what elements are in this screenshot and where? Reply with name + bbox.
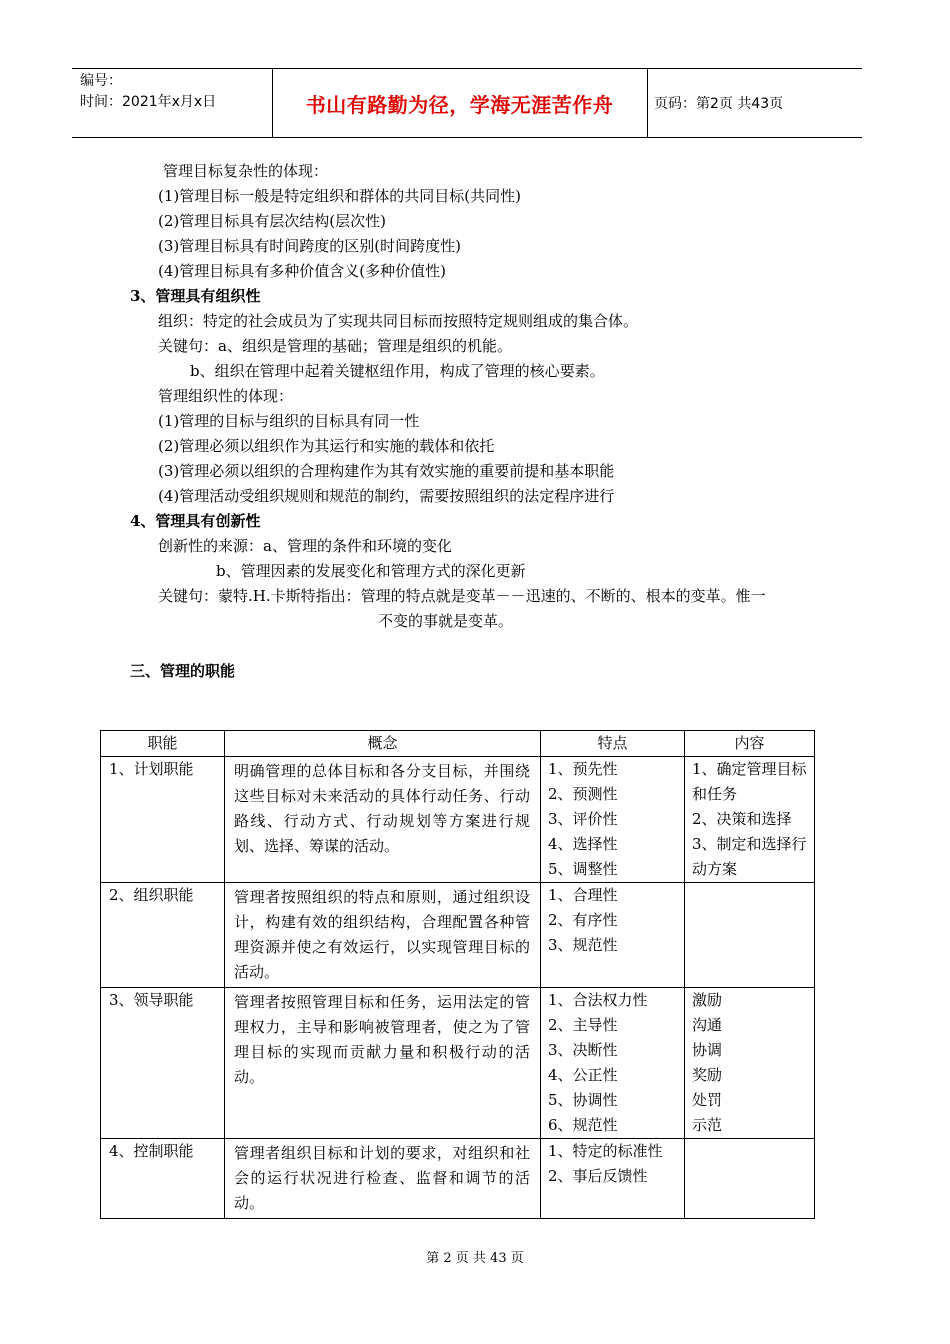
function-content [685, 757, 815, 883]
header-divider [647, 69, 648, 137]
feature-item: 1、合法权力性 [548, 991, 648, 1009]
function-features [541, 988, 685, 1139]
body-line: b、组织在管理中起着关键枢纽作用，构成了管理的核心要素。 [190, 362, 605, 380]
table-row [101, 757, 815, 883]
table-row [101, 988, 815, 1139]
body-line: 关键句：a、组织是管理的基础；管理是组织的机能。 [158, 337, 512, 355]
management-functions-table [100, 730, 815, 1219]
header-meta [80, 71, 216, 113]
content-item: 2、决策和选择 [692, 810, 792, 828]
content-item: 激励 [692, 991, 723, 1009]
body-line: (1)管理目标一般是特定组织和群体的共同目标(共同性) [158, 187, 521, 205]
body-line: 不变的事就是变革。 [378, 612, 514, 630]
content-item: 示范 [692, 1116, 723, 1134]
function-features [541, 757, 685, 883]
feature-item: 2、主导性 [548, 1016, 618, 1034]
header-time-label: 时间：2021年x月x日 [80, 94, 217, 110]
column-header: 内容 [685, 731, 815, 757]
feature-item: 4、公正性 [548, 1066, 618, 1084]
function-concept: 管理者按照组织的特点和原则，通过组织设计，构建有效的组织结构，合理配置各种管理资源并使之有效运行，以实现管理目标的活动。 [225, 883, 541, 988]
body-line: (3)管理目标具有时间跨度的区别(时间跨度性) [158, 237, 461, 255]
function-features [541, 1139, 685, 1219]
feature-item: 2、预测性 [548, 785, 618, 803]
column-header: 特点 [541, 731, 685, 757]
body-line: 管理组织性的体现： [158, 387, 294, 405]
header-page-label: 页码：第2页 共43页 [654, 96, 784, 112]
content-item: 沟通 [692, 1016, 723, 1034]
body-line: (4)管理活动受组织规则和规范的制约，需要按照组织的法定程序进行 [158, 487, 615, 505]
body-line: (1)管理的目标与组织的目标具有同一性 [158, 412, 420, 430]
body-line: b、管理因素的发展变化和管理方式的深化更新 [216, 562, 526, 580]
body-line: (2)管理目标具有层次结构(层次性) [158, 212, 386, 230]
function-name: 4、控制职能 [101, 1139, 225, 1219]
feature-item: 3、决断性 [548, 1041, 618, 1059]
body-line: 创新性的来源：a、管理的条件和环境的变化 [158, 537, 452, 555]
body-line: (3)管理必须以组织的合理构建作为其有效实施的重要前提和基本职能 [158, 462, 615, 480]
body-line: 关键句：蒙特.H.卡斯特指出：管理的特点就是变革－－迅速的、不断的、根本的变革。惟一 [158, 587, 766, 605]
feature-item: 4、选择性 [548, 835, 618, 853]
page-footer: 第 2 页 共 43 页 [426, 1251, 524, 1266]
function-content [685, 1139, 815, 1219]
column-header: 概念 [225, 731, 541, 757]
function-concept: 明确管理的总体目标和各分支目标，并围绕这些目标对未来活动的具体行动任务、行动路线、行动方式、行动规划等方案进行规划、选择、筹谋的活动。 [225, 757, 541, 883]
column-header: 职能 [101, 731, 225, 757]
header-number-label: 编号： [80, 73, 122, 89]
feature-item: 3、规范性 [548, 936, 618, 954]
table-header-row [101, 731, 815, 757]
body-line: (4)管理目标具有多种价值含义(多种价值性) [158, 262, 446, 280]
section-heading: 3、管理具有组织性 [130, 287, 261, 305]
feature-item: 1、预先性 [548, 760, 618, 778]
feature-item: 3、评价性 [548, 810, 618, 828]
content-item: 奖励 [692, 1066, 723, 1084]
header-motto: 书山有路勤为径，学海无涯苦作舟 [305, 93, 614, 117]
content-item: 协调 [692, 1041, 723, 1059]
function-concept: 管理者按照管理目标和任务，运用法定的管理权力，主导和影响被管理者，使之为了管理目标的实现而贡献力量和积极行动的活动。 [225, 988, 541, 1139]
feature-item: 5、协调性 [548, 1091, 618, 1109]
function-concept: 管理者组织目标和计划的要求，对组织和社会的运行状况进行检查、监督和调节的活动。 [225, 1139, 541, 1219]
table-row [101, 883, 815, 988]
function-name: 2、组织职能 [101, 883, 225, 988]
feature-item: 1、合理性 [548, 886, 618, 904]
feature-item: 5、调整性 [548, 860, 618, 878]
function-content [685, 988, 815, 1139]
function-features [541, 883, 685, 988]
feature-item: 1、特定的标准性 [548, 1142, 663, 1160]
page-header [72, 68, 862, 138]
content-item: 处罚 [692, 1091, 723, 1109]
content-item: 3、制定和选择行动方案 [692, 835, 807, 878]
section-heading: 4、管理具有创新性 [130, 512, 261, 530]
content-item: 1、确定管理目标和任务 [692, 760, 807, 803]
function-name: 3、领导职能 [101, 988, 225, 1139]
body-line: 组织：特定的社会成员为了实现共同目标而按照特定规则组成的集合体。 [158, 312, 639, 330]
feature-item: 2、有序性 [548, 911, 618, 929]
feature-item: 6、规范性 [548, 1116, 618, 1134]
section-heading: 三、管理的职能 [130, 662, 236, 680]
table-row [101, 1139, 815, 1219]
body-line: 管理目标复杂性的体现： [163, 162, 329, 180]
feature-item: 2、事后反馈性 [548, 1167, 648, 1185]
function-name: 1、计划职能 [101, 757, 225, 883]
body-line: (2)管理必须以组织作为其运行和实施的载体和依托 [158, 437, 495, 455]
function-content [685, 883, 815, 988]
